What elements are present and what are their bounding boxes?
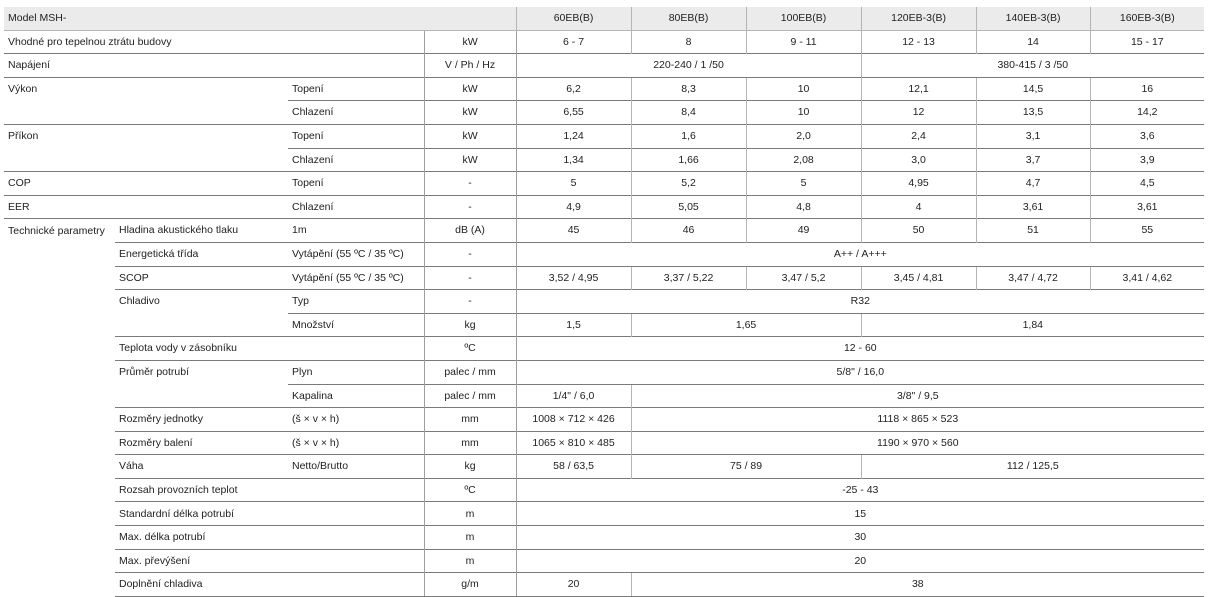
row-label: Teplota vody v zásobníku: [115, 337, 424, 361]
row-label: SCOP: [115, 266, 288, 290]
table-row: [4, 77, 1204, 101]
table-row: [4, 337, 1204, 361]
table-row: [4, 219, 1204, 243]
value-cell: 8: [631, 30, 746, 54]
value-cell: 6,2: [516, 77, 631, 101]
row-sublabel: Topení: [288, 172, 424, 196]
value-cell: 10: [746, 77, 861, 101]
row-sublabel: Množství: [288, 313, 424, 337]
row-sublabel: Plyn: [288, 360, 424, 384]
row-label: Chladivo: [115, 290, 288, 314]
row-label: Výkon: [4, 77, 115, 101]
value-cell: 1,65: [631, 313, 861, 337]
value-cell: 6,55: [516, 101, 631, 125]
value-cell: 5,05: [631, 195, 746, 219]
table-row: [4, 148, 1204, 172]
unit-cell: -: [424, 242, 516, 266]
value-cell: 9 - 11: [746, 30, 861, 54]
value-cell: 4,5: [1090, 172, 1204, 196]
value-cell: 3,41 / 4,62: [1090, 266, 1204, 290]
row-sublabel: Vytápění (55 ºC / 35 ºC): [288, 266, 424, 290]
row-sublabel: Typ: [288, 290, 424, 314]
unit-cell: kW: [424, 101, 516, 125]
unit-cell: palec / mm: [424, 384, 516, 408]
row-label: Rozsah provozních teplot: [115, 478, 424, 502]
value-cell: 20: [516, 573, 631, 597]
table-row: [4, 172, 1204, 196]
table-row: [4, 431, 1204, 455]
value-cell: -25 - 43: [516, 478, 1204, 502]
table-row: [4, 54, 1204, 78]
row-label: Rozměry balení: [115, 431, 288, 455]
value-cell: 2,4: [861, 124, 976, 148]
row-label: Rozměry jednotky: [115, 408, 288, 432]
value-cell: 4,95: [861, 172, 976, 196]
unit-cell: kW: [424, 124, 516, 148]
row-label: Příkon: [4, 124, 115, 148]
table-row: [4, 526, 1204, 550]
row-sublabel: Vytápění (55 ºC / 35 ºC): [288, 242, 424, 266]
value-cell: 3,9: [1090, 148, 1204, 172]
unit-cell: ºC: [424, 337, 516, 361]
value-cell: 3,1: [976, 124, 1090, 148]
value-cell: 3,37 / 5,22: [631, 266, 746, 290]
unit-cell: V / Ph / Hz: [424, 54, 516, 78]
row-label: Max. délka potrubí: [115, 526, 424, 550]
table-row: [4, 101, 1204, 125]
unit-cell: kW: [424, 148, 516, 172]
unit-cell: dB (A): [424, 219, 516, 243]
value-cell: 12: [861, 101, 976, 125]
value-cell: 20: [516, 549, 1204, 573]
value-cell: 3/8" / 9,5: [631, 384, 1204, 408]
value-cell: 3,45 / 4,81: [861, 266, 976, 290]
value-cell: 16: [1090, 77, 1204, 101]
value-cell: 4,8: [746, 195, 861, 219]
table-row: [4, 549, 1204, 573]
value-cell: 12,1: [861, 77, 976, 101]
value-cell: 1,24: [516, 124, 631, 148]
row-label: Vhodné pro tepelnou ztrátu budovy: [8, 35, 172, 48]
row-label: Technické parametry: [4, 219, 115, 243]
value-cell: 4,9: [516, 195, 631, 219]
table-row: [4, 573, 1204, 597]
value-cell: 112 / 125,5: [861, 455, 1204, 479]
value-cell: 15: [516, 502, 1204, 526]
table-row: [4, 360, 1204, 384]
table-row: [4, 30, 1204, 54]
row-sublabel: Chlazení: [288, 148, 424, 172]
value-cell: 3,61: [976, 195, 1090, 219]
unit-cell: -: [424, 290, 516, 314]
unit-cell: kg: [424, 313, 516, 337]
value-cell: 1065 × 810 × 485: [516, 431, 631, 455]
unit-cell: m: [424, 502, 516, 526]
value-cell: 2,0: [746, 124, 861, 148]
value-cell: 14,2: [1090, 101, 1204, 125]
value-cell: 13,5: [976, 101, 1090, 125]
row-sublabel: Kapalina: [288, 384, 424, 408]
value-cell: 30: [516, 526, 1204, 550]
value-cell: 2,08: [746, 148, 861, 172]
value-cell: 3,47 / 4,72: [976, 266, 1090, 290]
model-header: 140EB-3(B): [976, 7, 1090, 30]
value-cell: 10: [746, 101, 861, 125]
model-header: 160EB-3(B): [1090, 7, 1204, 30]
unit-cell: m: [424, 526, 516, 550]
value-cell: R32: [516, 290, 1204, 314]
unit-cell: kW: [424, 30, 516, 54]
value-cell: 50: [861, 219, 976, 243]
value-cell: 58 / 63,5: [516, 455, 631, 479]
row-label: Standardní délka potrubí: [115, 502, 424, 526]
value-cell: 38: [631, 573, 1204, 597]
unit-cell: palec / mm: [424, 360, 516, 384]
value-cell: 3,6: [1090, 124, 1204, 148]
value-cell: 49: [746, 219, 861, 243]
row-label: COP: [4, 172, 115, 196]
unit-cell: m: [424, 549, 516, 573]
value-cell: 4,7: [976, 172, 1090, 196]
unit-cell: -: [424, 266, 516, 290]
model-header: 80EB(B): [631, 7, 746, 30]
value-cell: 46: [631, 219, 746, 243]
value-cell: 1008 × 712 × 426: [516, 408, 631, 432]
value-cell: 3,7: [976, 148, 1090, 172]
table-row: [4, 313, 1204, 337]
value-cell: 51: [976, 219, 1090, 243]
model-header: 120EB-3(B): [861, 7, 976, 30]
value-cell: 1,34: [516, 148, 631, 172]
value-cell: 1/4" / 6,0: [516, 384, 631, 408]
table-row: [4, 242, 1204, 266]
value-cell: 5,2: [631, 172, 746, 196]
value-cell: 12 - 13: [861, 30, 976, 54]
value-cell: 3,47 / 5,2: [746, 266, 861, 290]
value-cell: 380-415 / 3 /50: [861, 54, 1204, 78]
value-cell: 4: [861, 195, 976, 219]
value-cell: 1,84: [861, 313, 1204, 337]
value-cell: 3,61: [1090, 195, 1204, 219]
row-label: Max. převýšení: [115, 549, 424, 573]
row-label: Energetická třída: [115, 242, 288, 266]
table-row: [4, 195, 1204, 219]
row-label: Doplnění chladiva: [115, 573, 424, 597]
value-cell: 1,6: [631, 124, 746, 148]
value-cell: 8,4: [631, 101, 746, 125]
value-cell: 220-240 / 1 /50: [516, 54, 861, 78]
row-label: Průměr potrubí: [115, 360, 288, 384]
row-sublabel: 1m: [288, 219, 424, 243]
row-label: Váha: [115, 455, 288, 479]
row-label: Hladina akustického tlaku: [115, 219, 288, 243]
unit-cell: mm: [424, 431, 516, 455]
table-row: [4, 124, 1204, 148]
value-cell: 6 - 7: [563, 35, 585, 48]
value-cell: 1,5: [516, 313, 631, 337]
unit-cell: -: [424, 172, 516, 196]
value-cell: 1,66: [631, 148, 746, 172]
unit-cell: ºC: [424, 478, 516, 502]
table-row: [4, 502, 1204, 526]
value-cell: 55: [1090, 219, 1204, 243]
value-cell: 12 - 60: [516, 337, 1204, 361]
value-cell: 45: [516, 219, 631, 243]
unit-cell: kW: [424, 77, 516, 101]
row-sublabel: (š × v × h): [288, 408, 424, 432]
table-row: [4, 290, 1204, 314]
table-row: [4, 478, 1204, 502]
table-row: [4, 455, 1204, 479]
unit-cell: g/m: [424, 573, 516, 597]
value-cell: 15 - 17: [1090, 30, 1204, 54]
row-sublabel: Chlazení: [288, 195, 424, 219]
spec-table: [4, 7, 1204, 597]
unit-cell: -: [424, 195, 516, 219]
table-row: [4, 408, 1204, 432]
value-cell: 5: [516, 172, 631, 196]
value-cell: 14,5: [976, 77, 1090, 101]
value-cell: 14: [976, 30, 1090, 54]
value-cell: A++ / A+++: [516, 242, 1204, 266]
value-cell: 3,52 / 4,95: [516, 266, 631, 290]
value-cell: 5: [746, 172, 861, 196]
model-header: 60EB(B): [516, 7, 631, 30]
row-sublabel: Netto/Brutto: [288, 455, 424, 479]
value-cell: 75 / 89: [631, 455, 861, 479]
table-row: [4, 266, 1204, 290]
model-header: 100EB(B): [746, 7, 861, 30]
value-cell: 8,3: [631, 77, 746, 101]
header-row: [4, 7, 1204, 30]
unit-cell: mm: [424, 408, 516, 432]
value-cell: 5/8" / 16,0: [516, 360, 1204, 384]
value-cell: 3,0: [861, 148, 976, 172]
value-cell: 1190 × 970 × 560: [631, 431, 1204, 455]
row-sublabel: Topení: [288, 77, 424, 101]
value-cell: 1118 × 865 × 523: [631, 408, 1204, 432]
row-label: EER: [4, 195, 115, 219]
row-sublabel: Topení: [288, 124, 424, 148]
row-label: Napájení: [4, 54, 424, 78]
row-sublabel: Chlazení: [288, 101, 424, 125]
model-label: Model MSH-: [4, 7, 516, 30]
row-sublabel: (š × v × h): [288, 431, 424, 455]
table-row: [4, 384, 1204, 408]
unit-cell: kg: [424, 455, 516, 479]
